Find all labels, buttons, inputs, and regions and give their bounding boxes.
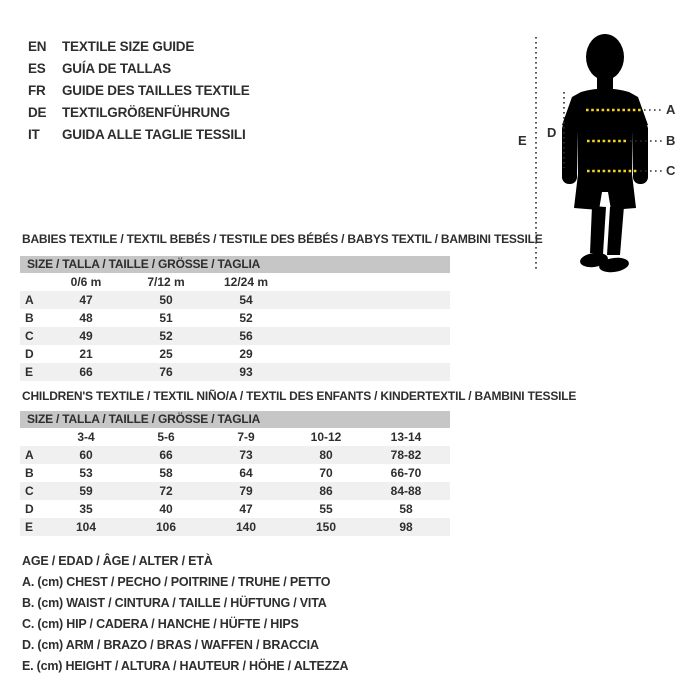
cell: 98 <box>399 520 413 534</box>
language-row <box>28 36 250 58</box>
row-label: E <box>25 365 34 379</box>
cell: 55 <box>319 502 333 516</box>
cell: 66 <box>79 365 93 379</box>
row-label: D <box>25 502 34 516</box>
cell: 48 <box>79 311 93 325</box>
language-label: TEXTILGRÖßENFÜHRUNG <box>62 105 230 120</box>
column-header: 5-6 <box>157 430 175 444</box>
row-label: C <box>25 329 34 343</box>
babies-size-header: SIZE / TALLA / TAILLE / GRÖSSE / TAGLIA <box>20 256 450 273</box>
cell: 58 <box>159 466 173 480</box>
legend-item: A. (cm) CHEST / PECHO / POITRINE / TRUHE / PETTO <box>22 575 331 589</box>
cell: 70 <box>319 466 333 480</box>
language-label: GUIDA ALLE TAGLIE TESSILI <box>62 127 246 142</box>
cell: 66-70 <box>390 466 422 480</box>
row-label: A <box>25 448 34 462</box>
cell: 60 <box>79 448 93 462</box>
figure-label-c: C <box>666 163 676 178</box>
babies-size-table <box>20 256 450 381</box>
cell: 86 <box>319 484 333 498</box>
cell: 52 <box>159 329 173 343</box>
cell: 29 <box>239 347 253 361</box>
table-row <box>20 345 450 363</box>
language-list <box>28 36 250 146</box>
table-row <box>20 291 450 309</box>
cell: 104 <box>75 520 97 534</box>
language-code: EN <box>28 39 47 54</box>
figure-label-e: E <box>518 133 527 148</box>
language-code: DE <box>28 105 47 120</box>
language-row <box>28 102 250 124</box>
table-row <box>20 309 450 327</box>
table-row <box>20 500 450 518</box>
row-label: D <box>25 347 34 361</box>
language-label: GUÍA DE TALLAS <box>62 61 171 76</box>
language-code: FR <box>28 83 46 98</box>
column-header: 3-4 <box>77 430 95 444</box>
cell: 21 <box>79 347 93 361</box>
babies-section-title: BABIES TEXTILE / TEXTIL BEBÉS / TESTILE DES BÉBÉS / BABYS TEXTIL / BAMBINI TESSILE <box>22 232 543 246</box>
cell: 140 <box>235 520 257 534</box>
cell: 47 <box>239 502 253 516</box>
table-row <box>20 363 450 381</box>
figure-label-d: D <box>547 125 557 140</box>
cell: 64 <box>239 466 253 480</box>
cell: 25 <box>159 347 173 361</box>
cell: 66 <box>159 448 173 462</box>
row-label: B <box>25 466 34 480</box>
cell: 79 <box>239 484 253 498</box>
legend-item: C. (cm) HIP / CADERA / HANCHE / HÜFTE / HIPS <box>22 617 299 631</box>
cell: 53 <box>79 466 93 480</box>
language-row <box>28 80 250 102</box>
row-label: B <box>25 311 34 325</box>
column-header: 7/12 m <box>147 275 185 289</box>
language-row <box>28 124 250 146</box>
children-column-headers <box>20 428 450 446</box>
table-row <box>20 482 450 500</box>
column-header: 0/6 m <box>70 275 102 289</box>
cell: 93 <box>239 365 253 379</box>
cell: 76 <box>159 365 173 379</box>
cell: 40 <box>159 502 173 516</box>
language-code: IT <box>28 127 40 142</box>
legend-age-line: AGE / EDAD / ÂGE / ALTER / ETÀ <box>22 554 213 568</box>
cell: 58 <box>399 502 413 516</box>
cell: 72 <box>159 484 173 498</box>
cell: 150 <box>315 520 337 534</box>
figure-label-a: A <box>666 102 676 117</box>
legend-item: E. (cm) HEIGHT / ALTURA / HAUTEUR / HÖHE / ALTEZZA <box>22 659 349 673</box>
column-header: 10-12 <box>310 430 342 444</box>
cell: 56 <box>239 329 253 343</box>
cell: 73 <box>239 448 253 462</box>
legend-item: D. (cm) ARM / BRAZO / BRAS / WAFFEN / BRACCIA <box>22 638 319 652</box>
cell: 47 <box>79 293 93 307</box>
row-label: C <box>25 484 34 498</box>
row-label: A <box>25 293 34 307</box>
cell: 52 <box>239 311 253 325</box>
language-row <box>28 58 250 80</box>
table-row <box>20 518 450 536</box>
table-row <box>20 327 450 345</box>
legend-item: B. (cm) WAIST / CINTURA / TAILLE / HÜFTUNG / VITA <box>22 596 327 610</box>
cell: 35 <box>79 502 93 516</box>
cell: 78-82 <box>390 448 422 462</box>
table-row <box>20 446 450 464</box>
cell: 80 <box>319 448 333 462</box>
measurement-legend <box>22 551 348 677</box>
cell: 84-88 <box>390 484 422 498</box>
column-header: 7-9 <box>237 430 255 444</box>
language-code: ES <box>28 61 46 76</box>
table-row <box>20 464 450 482</box>
children-section-title: CHILDREN'S TEXTILE / TEXTIL NIÑO/A / TEXTIL DES ENFANTS / KINDERTEXTIL / BAMBINI TESSILE <box>22 389 577 403</box>
cell: 59 <box>79 484 93 498</box>
column-header: 12/24 m <box>223 275 269 289</box>
figure-label-b: B <box>666 133 676 148</box>
child-silhouette-icon <box>562 34 648 274</box>
children-size-table <box>20 411 450 536</box>
children-size-header: SIZE / TALLA / TAILLE / GRÖSSE / TAGLIA <box>20 411 450 428</box>
cell: 50 <box>159 293 173 307</box>
cell: 54 <box>239 293 253 307</box>
language-label: GUIDE DES TAILLES TEXTILE <box>62 83 250 98</box>
language-label: TEXTILE SIZE GUIDE <box>62 39 195 54</box>
babies-column-headers <box>20 273 450 291</box>
cell: 51 <box>159 311 173 325</box>
cell: 49 <box>79 329 93 343</box>
row-label: E <box>25 520 34 534</box>
column-header: 13-14 <box>390 430 422 444</box>
cell: 106 <box>155 520 177 534</box>
